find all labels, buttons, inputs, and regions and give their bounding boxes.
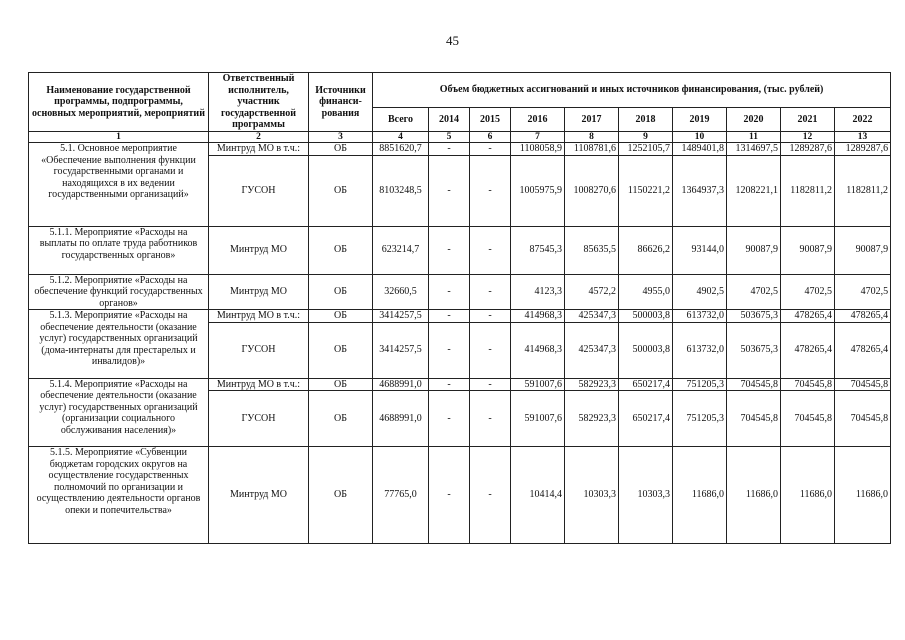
table-row xyxy=(29,226,891,274)
header-executor: Ответственный исполнитель, участник государственной программы xyxy=(209,73,309,132)
executor-cell: Минтруд МО в т.ч.: xyxy=(209,310,309,323)
source-cell: ОБ xyxy=(309,322,373,378)
year-value-cell: 500003,8 xyxy=(619,322,673,378)
year-value-cell: 478265,4 xyxy=(781,322,835,378)
header-year: 2022 xyxy=(835,108,891,132)
year-value-cell: - xyxy=(470,447,511,544)
header-year: 2015 xyxy=(470,108,511,132)
year-value-cell: 500003,8 xyxy=(619,310,673,323)
year-value-cell: 503675,3 xyxy=(727,310,781,323)
year-value-cell: - xyxy=(470,155,511,226)
year-value-cell: 90087,9 xyxy=(835,226,891,274)
year-value-cell: - xyxy=(470,378,511,391)
year-value-cell: 1289287,6 xyxy=(781,143,835,156)
column-number: 11 xyxy=(727,132,781,143)
column-number: 3 xyxy=(309,132,373,143)
row-name-cell: 5.1.4. Мероприятие «Расходы на обеспечение деятельности (оказание услуг) государственных организаций (организации социального обслуживания населения)» xyxy=(29,378,209,447)
table-row xyxy=(29,143,891,156)
row-name-cell: 5.1.1. Мероприятие «Расходы на выплаты по оплате труда работников государственных органов» xyxy=(29,226,209,274)
source-cell: ОБ xyxy=(309,274,373,310)
header-year: 2018 xyxy=(619,108,673,132)
year-value-cell: 4902,5 xyxy=(673,274,727,310)
year-value-cell: 1364937,3 xyxy=(673,155,727,226)
column-number: 6 xyxy=(470,132,511,143)
year-value-cell: 10414,4 xyxy=(511,447,565,544)
column-number: 10 xyxy=(673,132,727,143)
header-year: 2020 xyxy=(727,108,781,132)
year-value-cell: 613732,0 xyxy=(673,322,727,378)
year-value-cell: 4123,3 xyxy=(511,274,565,310)
column-number: 7 xyxy=(511,132,565,143)
year-value-cell: 425347,3 xyxy=(565,322,619,378)
header-year: 2021 xyxy=(781,108,835,132)
year-value-cell: 704545,8 xyxy=(781,391,835,447)
year-value-cell: 1182811,2 xyxy=(781,155,835,226)
year-value-cell: 704545,8 xyxy=(835,391,891,447)
total-value-cell: 4688991,0 xyxy=(373,391,429,447)
source-cell: ОБ xyxy=(309,378,373,391)
year-value-cell: 582923,3 xyxy=(565,391,619,447)
table-row xyxy=(29,378,891,391)
year-value-cell: - xyxy=(429,391,470,447)
year-value-cell: 1489401,8 xyxy=(673,143,727,156)
year-value-cell: - xyxy=(470,310,511,323)
year-value-cell: 90087,9 xyxy=(727,226,781,274)
header-year: 2017 xyxy=(565,108,619,132)
year-value-cell: 1150221,2 xyxy=(619,155,673,226)
year-value-cell: - xyxy=(429,226,470,274)
year-value-cell: 650217,4 xyxy=(619,378,673,391)
table-body xyxy=(29,143,891,544)
column-number: 4 xyxy=(373,132,429,143)
year-value-cell: 1005975,9 xyxy=(511,155,565,226)
year-value-cell: 503675,3 xyxy=(727,322,781,378)
header-year: 2016 xyxy=(511,108,565,132)
year-value-cell: 478265,4 xyxy=(835,310,891,323)
year-value-cell: 4702,5 xyxy=(781,274,835,310)
source-cell: ОБ xyxy=(309,155,373,226)
budget-table xyxy=(28,72,891,544)
year-value-cell: 478265,4 xyxy=(781,310,835,323)
column-number: 8 xyxy=(565,132,619,143)
year-value-cell: 704545,8 xyxy=(727,391,781,447)
year-value-cell: 11686,0 xyxy=(781,447,835,544)
year-value-cell: 582923,3 xyxy=(565,378,619,391)
year-value-cell: 650217,4 xyxy=(619,391,673,447)
year-value-cell: - xyxy=(470,274,511,310)
year-value-cell: 751205,3 xyxy=(673,378,727,391)
year-value-cell: 10303,3 xyxy=(565,447,619,544)
year-value-cell: 11686,0 xyxy=(673,447,727,544)
executor-cell: Минтруд МО xyxy=(209,226,309,274)
header-year: 2014 xyxy=(429,108,470,132)
source-cell: ОБ xyxy=(309,226,373,274)
year-value-cell: 11686,0 xyxy=(835,447,891,544)
table-row xyxy=(29,310,891,323)
year-value-cell: - xyxy=(470,143,511,156)
year-value-cell: 4572,2 xyxy=(565,274,619,310)
header-volume: Объем бюджетных ассигнований и иных источников финансирования, (тыс. рублей) xyxy=(373,73,891,108)
source-cell: ОБ xyxy=(309,310,373,323)
year-value-cell: 4702,5 xyxy=(835,274,891,310)
year-value-cell: 11686,0 xyxy=(727,447,781,544)
year-value-cell: 414968,3 xyxy=(511,322,565,378)
year-value-cell: - xyxy=(470,391,511,447)
year-value-cell: 414968,3 xyxy=(511,310,565,323)
year-value-cell: 704545,8 xyxy=(727,378,781,391)
row-name-cell: 5.1.5. Мероприятие «Субвенции бюджетам городских округов на осуществление государственных полномочий по организации и осуществлению деятельности органов опеки и попечительства» xyxy=(29,447,209,544)
table-row xyxy=(29,447,891,544)
header-year: 2019 xyxy=(673,108,727,132)
year-value-cell: 1008270,6 xyxy=(565,155,619,226)
year-value-cell: - xyxy=(470,226,511,274)
column-number: 13 xyxy=(835,132,891,143)
total-value-cell: 3414257,5 xyxy=(373,322,429,378)
year-value-cell: - xyxy=(429,310,470,323)
year-value-cell: 1314697,5 xyxy=(727,143,781,156)
year-value-cell: 751205,3 xyxy=(673,391,727,447)
executor-cell: Минтруд МО xyxy=(209,274,309,310)
year-value-cell: 704545,8 xyxy=(835,378,891,391)
column-number: 5 xyxy=(429,132,470,143)
year-value-cell: 1108781,6 xyxy=(565,143,619,156)
column-number: 9 xyxy=(619,132,673,143)
year-value-cell: 1252105,7 xyxy=(619,143,673,156)
year-value-cell: 613732,0 xyxy=(673,310,727,323)
year-value-cell: 1208221,1 xyxy=(727,155,781,226)
executor-cell: ГУСОН xyxy=(209,322,309,378)
year-value-cell: 478265,4 xyxy=(835,322,891,378)
row-name-cell: 5.1.2. Мероприятие «Расходы на обеспечение функций государственных органов» xyxy=(29,274,209,310)
total-value-cell: 77765,0 xyxy=(373,447,429,544)
year-value-cell: 704545,8 xyxy=(781,378,835,391)
executor-cell: Минтруд МО в т.ч.: xyxy=(209,143,309,156)
header-total: Всего xyxy=(373,108,429,132)
total-value-cell: 8851620,7 xyxy=(373,143,429,156)
year-value-cell: - xyxy=(429,274,470,310)
column-number: 2 xyxy=(209,132,309,143)
source-cell: ОБ xyxy=(309,447,373,544)
column-number: 1 xyxy=(29,132,209,143)
year-value-cell: - xyxy=(429,378,470,391)
year-value-cell: 591007,6 xyxy=(511,378,565,391)
row-name-cell: 5.1.3. Мероприятие «Расходы на обеспечение деятельности (оказание услуг) государственных организаций (дома-интернаты для престарелых и инвалидов)» xyxy=(29,310,209,379)
table-header xyxy=(29,73,891,143)
year-value-cell: - xyxy=(429,322,470,378)
source-cell: ОБ xyxy=(309,143,373,156)
year-value-cell: 4955,0 xyxy=(619,274,673,310)
header-name: Наименование государственной программы, подпрограммы, основных мероприятий, мероприятий xyxy=(29,73,209,132)
row-name-cell: 5.1. Основное мероприятие «Обеспечение выполнения функции государственными органами и находящихся в их ведении государственными организаций» xyxy=(29,143,209,227)
total-value-cell: 32660,5 xyxy=(373,274,429,310)
page-number: 45 xyxy=(446,33,459,48)
year-value-cell: 425347,3 xyxy=(565,310,619,323)
executor-cell: Минтруд МО в т.ч.: xyxy=(209,378,309,391)
column-number: 12 xyxy=(781,132,835,143)
year-value-cell: 87545,3 xyxy=(511,226,565,274)
year-value-cell: - xyxy=(429,155,470,226)
year-value-cell: 85635,5 xyxy=(565,226,619,274)
source-cell: ОБ xyxy=(309,391,373,447)
year-value-cell: - xyxy=(429,143,470,156)
executor-cell: ГУСОН xyxy=(209,391,309,447)
total-value-cell: 8103248,5 xyxy=(373,155,429,226)
total-value-cell: 3414257,5 xyxy=(373,310,429,323)
year-value-cell: - xyxy=(470,322,511,378)
year-value-cell: 93144,0 xyxy=(673,226,727,274)
year-value-cell: 1289287,6 xyxy=(835,143,891,156)
year-value-cell: 1108058,9 xyxy=(511,143,565,156)
year-value-cell: 86626,2 xyxy=(619,226,673,274)
total-value-cell: 4688991,0 xyxy=(373,378,429,391)
total-value-cell: 623214,7 xyxy=(373,226,429,274)
table-row xyxy=(29,274,891,310)
year-value-cell: 10303,3 xyxy=(619,447,673,544)
executor-cell: ГУСОН xyxy=(209,155,309,226)
year-value-cell: 90087,9 xyxy=(781,226,835,274)
executor-cell: Минтруд МО xyxy=(209,447,309,544)
year-value-cell: 591007,6 xyxy=(511,391,565,447)
header-sources: Источники финанси-рования xyxy=(309,73,373,132)
year-value-cell: - xyxy=(429,447,470,544)
year-value-cell: 1182811,2 xyxy=(835,155,891,226)
year-value-cell: 4702,5 xyxy=(727,274,781,310)
